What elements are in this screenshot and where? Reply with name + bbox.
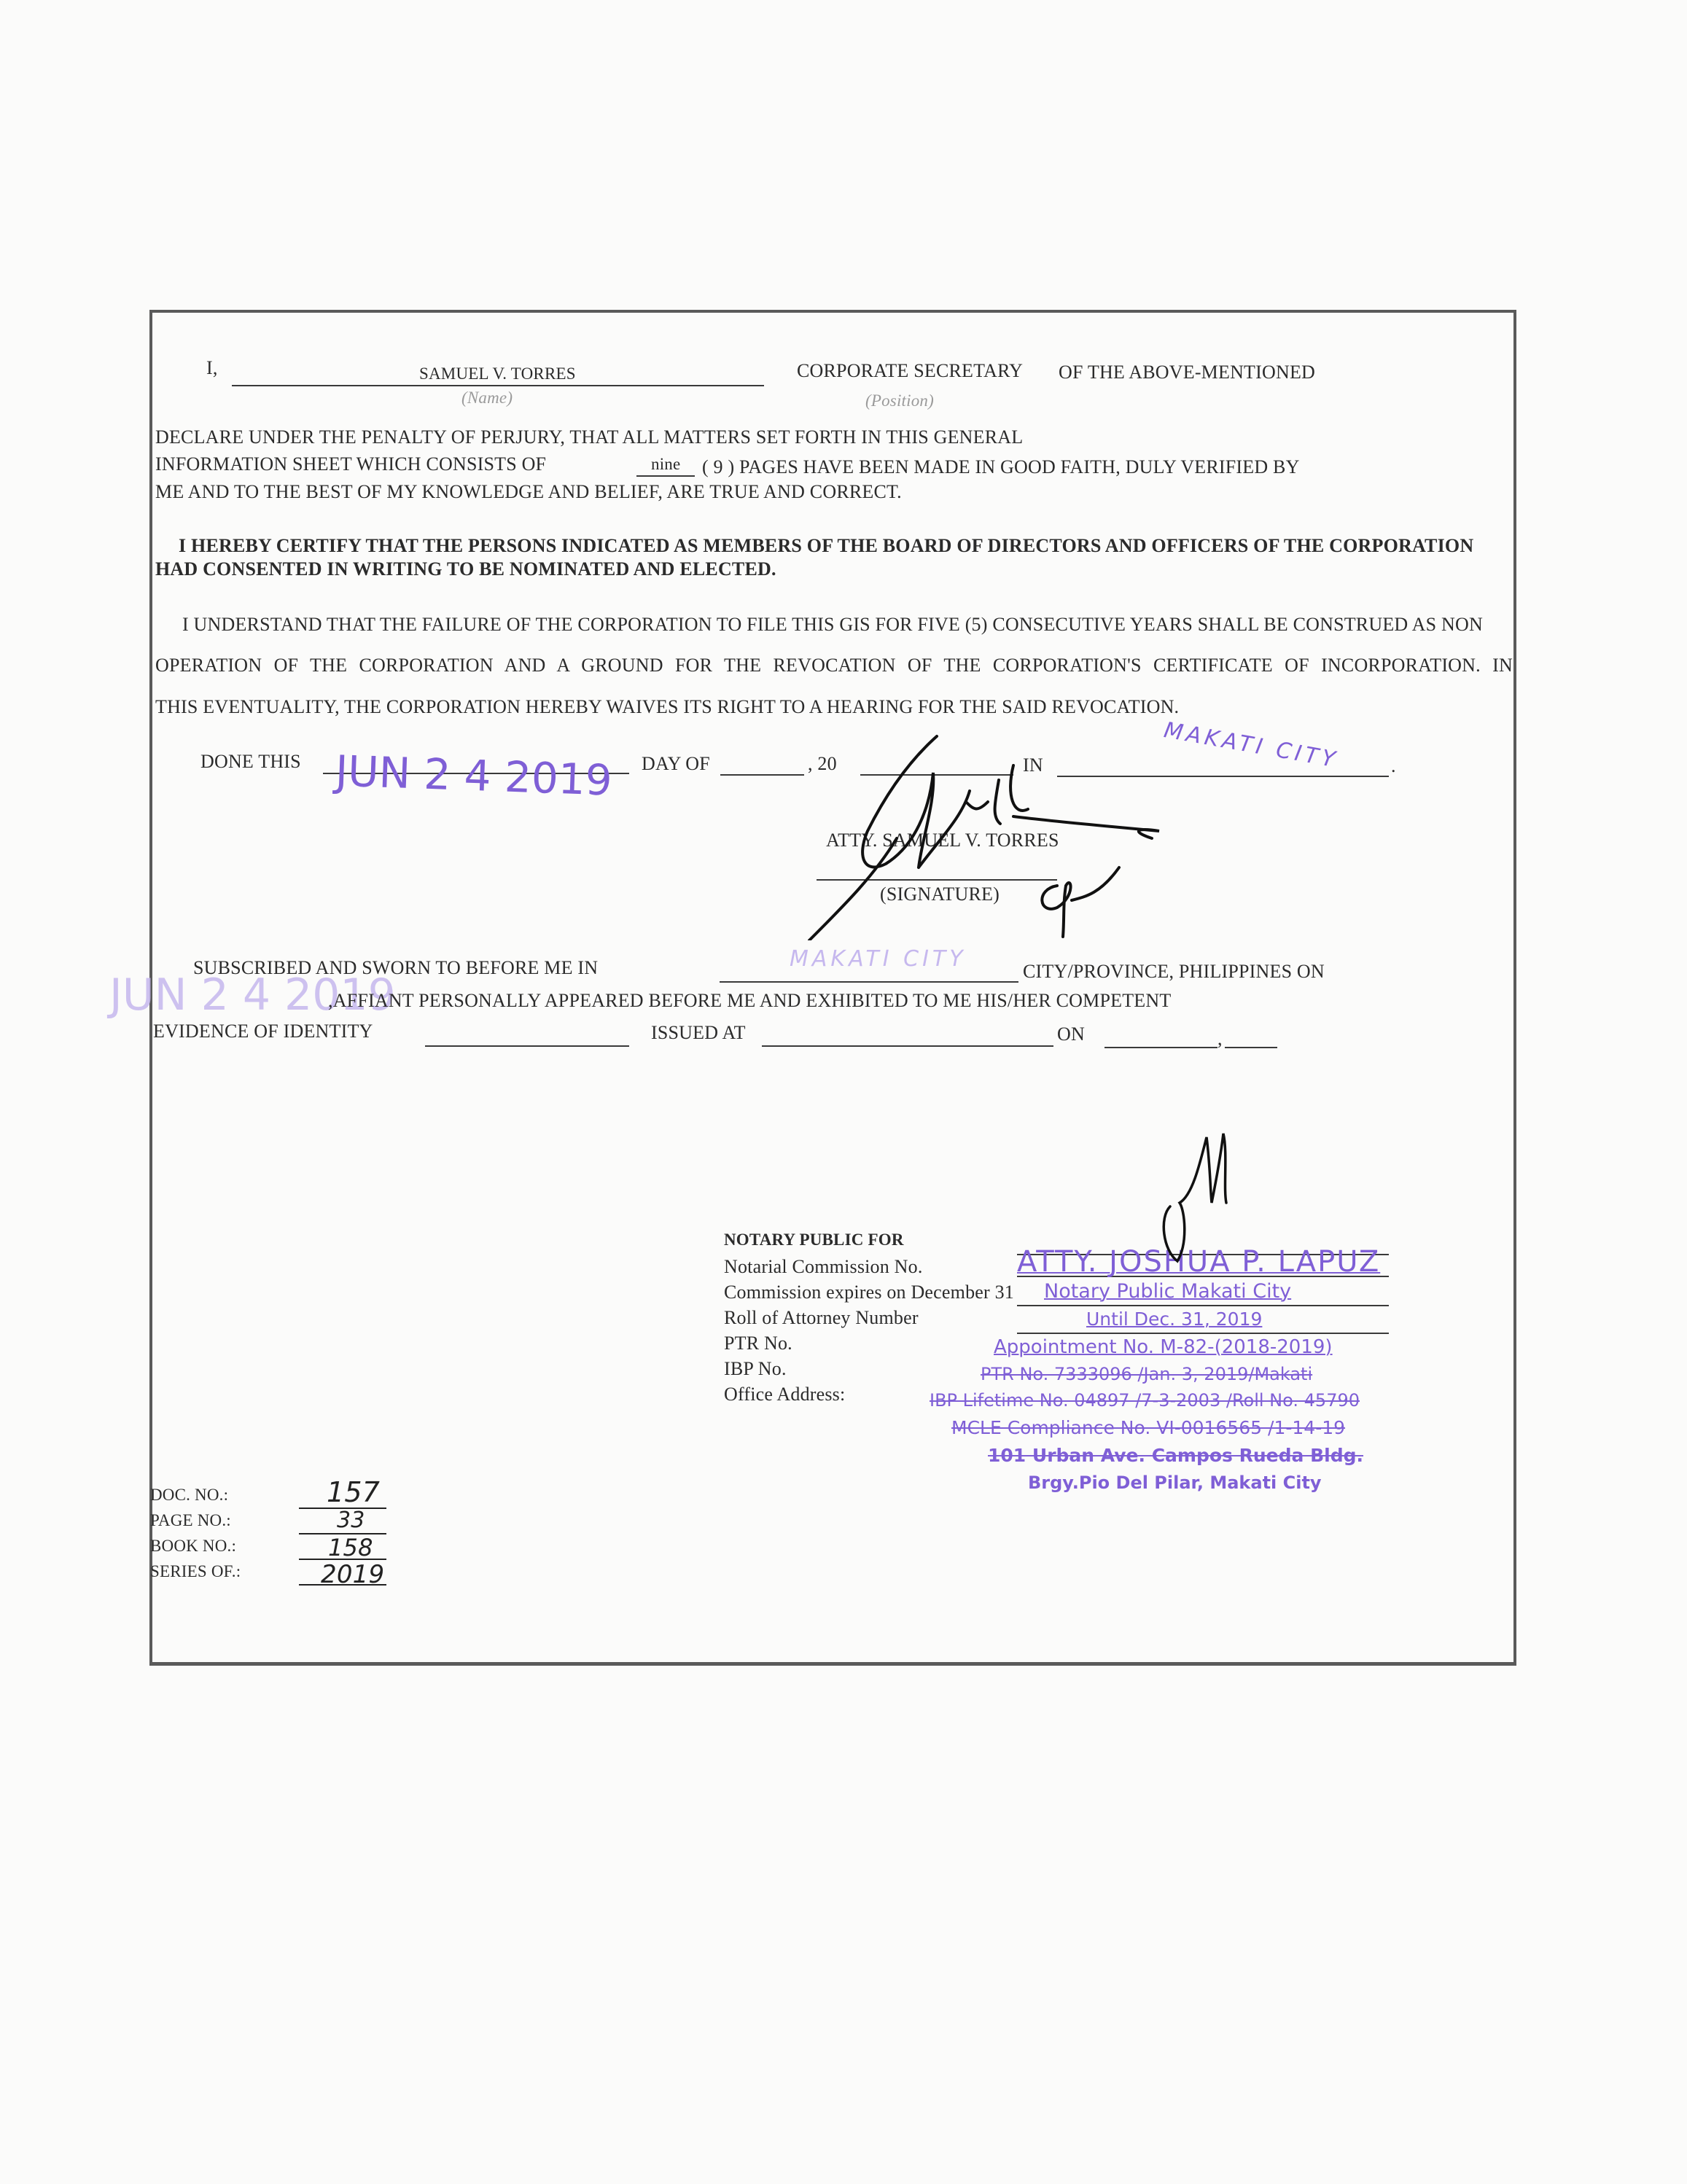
evidence-label: EVIDENCE OF IDENTITY — [153, 1021, 373, 1042]
done-date-stamp: JUN 2 4 2019 — [334, 746, 613, 806]
on-year-line — [1225, 1047, 1277, 1048]
page-no-value: 33 — [337, 1508, 365, 1533]
certify-line-1: I HEREBY CERTIFY THAT THE PERSONS INDICATED AS MEMBERS OF THE BOARD OF DIRECTORS AND OFFICERS OF THE CORPORATION — [179, 535, 1474, 556]
declare-line-2a: INFORMATION SHEET WHICH CONSISTS OF — [155, 453, 547, 475]
subscribed-label: SUBSCRIBED AND SWORN TO BEFORE ME IN — [193, 957, 599, 978]
month-line — [720, 774, 804, 776]
affiant-line: ,AFFIANT PERSONALLY APPEARED BEFORE ME AND EXHIBITED TO ME HIS/HER COMPETENT — [328, 990, 1172, 1011]
doc-no-value: 157 — [327, 1476, 381, 1508]
on-comma: , — [1217, 1028, 1223, 1049]
series-label: SERIES OF.: — [150, 1562, 241, 1580]
on-date-line — [1104, 1047, 1217, 1048]
pages-word-line — [636, 475, 695, 477]
city-province-label: CITY/PROVINCE, PHILIPPINES ON — [1023, 961, 1325, 982]
done-period: . — [1391, 755, 1396, 776]
notary-line-4 — [1017, 1333, 1389, 1334]
notary-label-commission: Notarial Commission No. — [724, 1256, 923, 1277]
notary-stamp-line-8: Brgy.Pio Del Pilar, Makati City — [1028, 1473, 1322, 1493]
notary-label-office: Office Address: — [724, 1384, 846, 1405]
done-city-stamp: MAKATI CITY — [1161, 717, 1341, 773]
issued-at-line — [762, 1045, 1053, 1047]
notary-heading: NOTARY PUBLIC FOR — [724, 1231, 904, 1249]
issued-at-label: ISSUED AT — [651, 1022, 746, 1043]
understand-line-1: I UNDERSTAND THAT THE FAILURE OF THE CORPORATION TO FILE THIS GIS FOR FIVE (5) CONSECUTIVE YEARS SHALL BE CONSTRUED AS NON — [182, 614, 1483, 635]
notary-stamp-line-7: 101 Urban Ave. Campos Rueda Bldg. — [988, 1445, 1364, 1466]
notary-signature — [1137, 1123, 1232, 1268]
notary-label-ibp: IBP No. — [724, 1358, 787, 1379]
year-prefix: , 20 — [808, 753, 837, 774]
declarant-position: CORPORATE SECRETARY — [797, 360, 1024, 381]
affiant-signature — [795, 722, 1174, 940]
notary-label-roll: Roll of Attorney Number — [724, 1307, 919, 1328]
jurat-date-stamp: JUN 2 4 2019 — [109, 970, 396, 1021]
name-line — [232, 385, 764, 386]
jurat-place-line — [720, 981, 1018, 983]
book-no-label: BOOK NO.: — [150, 1537, 237, 1555]
signature-caption: (SIGNATURE) — [880, 884, 1000, 905]
doc-no-label: DOC. NO.: — [150, 1486, 229, 1504]
above-mentioned-text: OF THE ABOVE-MENTIONED — [1059, 362, 1316, 383]
certify-line-2: HAD CONSENTED IN WRITING TO BE NOMINATED AND ELECTED. — [155, 558, 776, 580]
notary-stamp-line-4: PTR No. 7333096 /Jan. 3, 2019/Makati — [981, 1364, 1313, 1384]
declare-line-3: ME AND TO THE BEST OF MY KNOWLEDGE AND BELIEF, ARE TRUE AND CORRECT. — [155, 481, 902, 502]
book-no-value: 158 — [328, 1534, 373, 1561]
notary-stamp-line-3: Appointment No. M-82-(2018-2019) — [994, 1336, 1333, 1358]
declare-line-1: DECLARE UNDER THE PENALTY OF PERJURY, THAT ALL MATTERS SET FORTH IN THIS GENERAL — [155, 426, 1024, 448]
notary-line-3 — [1017, 1305, 1389, 1306]
understand-line-3: THIS EVENTUALITY, THE CORPORATION HEREBY WAIVES ITS RIGHT TO A HEARING FOR THE SAID REVOCATION. — [155, 696, 1180, 717]
notary-stamp-line-1: Notary Public Makati City — [1044, 1280, 1292, 1303]
notary-label-expires: Commission expires on December 31 — [724, 1282, 1014, 1303]
series-value: 2019 — [321, 1560, 385, 1589]
declarant-name: SAMUEL V. TORRES — [419, 364, 576, 383]
pages-word: nine — [651, 455, 681, 473]
evidence-line — [425, 1045, 629, 1047]
done-this-label: DONE THIS — [200, 751, 301, 772]
signatory-name: ATTY. SAMUEL V. TORRES — [826, 830, 1059, 851]
jurat-city-stamp: MAKATI CITY — [790, 946, 967, 972]
notary-stamp-name: ATTY. JOSHUA P. LAPUZ — [1017, 1245, 1381, 1279]
declarant-prefix: I, — [206, 357, 218, 378]
understand-line-2: OPERATION OF THE CORPORATION AND A GROUND FOR THE REVOCATION OF THE CORPORATION'S CERTIFICATE OF INCORPORATION. IN — [155, 655, 1513, 676]
page-no-label: PAGE NO.: — [150, 1511, 231, 1529]
on-label: ON — [1057, 1023, 1085, 1045]
notary-label-ptr: PTR No. — [724, 1333, 792, 1354]
name-caption: (Name) — [461, 389, 513, 407]
position-caption: (Position) — [865, 391, 934, 410]
declare-line-2b: ( 9 ) PAGES HAVE BEEN MADE IN GOOD FAITH, DULY VERIFIED BY — [702, 456, 1300, 477]
notary-stamp-line-6: MCLE Compliance No. VI-0016565 /1-14-19 — [951, 1417, 1346, 1438]
notary-stamp-line-5: IBP Lifetime No. 04897 /7-3-2003 /Roll No. 45790 — [930, 1390, 1360, 1411]
notary-stamp-line-2: Until Dec. 31, 2019 — [1086, 1309, 1263, 1330]
day-of-label: DAY OF — [642, 753, 710, 774]
in-label: IN — [1023, 754, 1043, 776]
